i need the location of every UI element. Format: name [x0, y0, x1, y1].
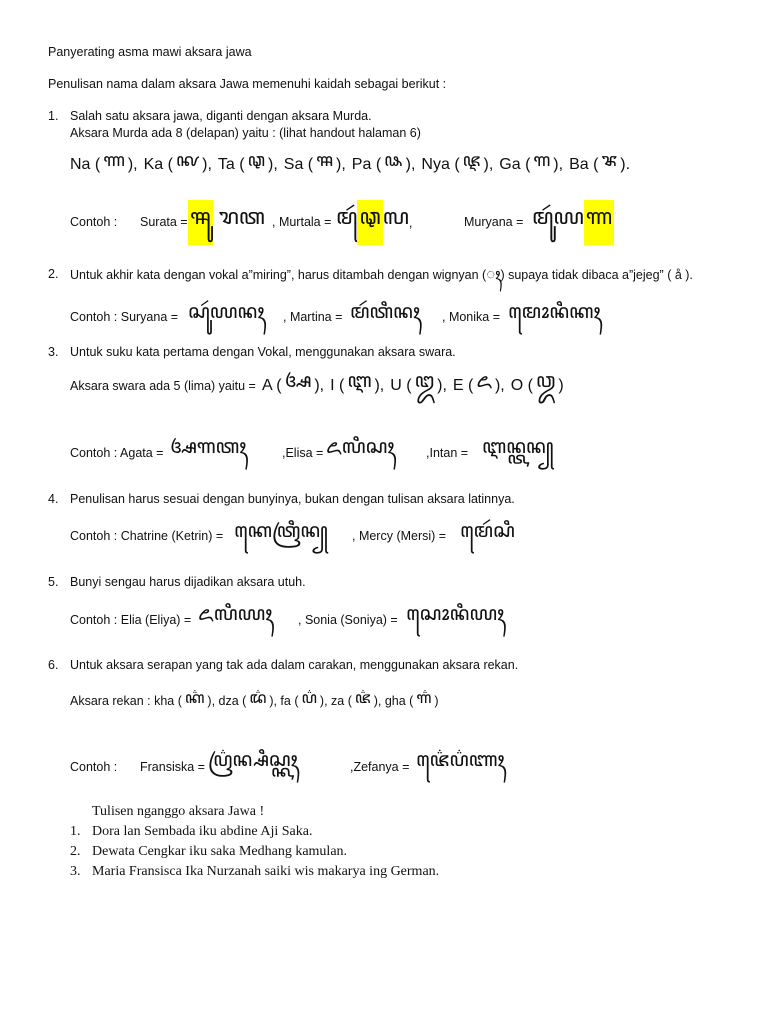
example-mersi-label: , Mercy (Mersi) = [352, 529, 447, 543]
task-item-number: 2. [70, 844, 81, 859]
section-1-subtext: Aksara Murda ada 8 (delapan) yaitu : (lihat handout halaman 6) [70, 126, 421, 140]
rekan-item-close: ), fa ( [269, 694, 299, 708]
task-title: Tulisen nganggo aksara Jawa ! [92, 804, 265, 819]
rekan-label: Aksara rekan : kha ( [70, 694, 182, 708]
section-3-text: Untuk suku kata pertama dengan Vokal, menggunakan aksara swara. [70, 345, 456, 359]
swara-item-close: ), [374, 377, 385, 394]
example-soniya-label: , Sonia (Soniya) = [298, 613, 398, 627]
murda-item-glyph: ꦘ [462, 150, 481, 171]
task-item-number: 1. [70, 824, 81, 839]
rekan-item-glyph: ꦏ꦳ [184, 687, 205, 707]
section-4-example-label: Contoh : Chatrine (Ketrin) = [70, 529, 224, 543]
swara-item-close: ), [437, 377, 447, 394]
wignyan-glyph: ꦃ [486, 265, 501, 283]
comma: , [408, 214, 413, 230]
murda-item-close: ), [127, 156, 138, 173]
example-murtala-script [336, 204, 413, 240]
swara-label: Aksara swara ada 5 (lima) yaitu = [70, 379, 256, 393]
task-item-text: Maria Fransisca Ika Nurzanah saiki wis makarya ing German. [92, 864, 440, 879]
page-title: Panyerating asma mawi aksara jawa [48, 45, 252, 59]
example-monika-label: , Monika = [442, 310, 501, 324]
javanese-text: ꦫꦠ [218, 204, 265, 230]
murda-item-close: ), [405, 156, 416, 173]
example-zefanya-script: ꦗ꦳ꦺꦥ꦳ꦚꦃ [416, 747, 505, 771]
example-eliya-script: ꦌꦭꦶꦪꦃ [198, 601, 273, 625]
rekan-item-close: ), gha ( [373, 694, 414, 708]
murda-item-glyph: ꦯ [316, 150, 334, 171]
swara-item-close: ) [558, 377, 564, 394]
rekan-item-glyph: ꦗ꦳ [354, 687, 371, 707]
swara-item-glyph: ꦌ [476, 368, 492, 392]
murda-item-close: ), [483, 156, 494, 173]
swara-item-close: ), [494, 377, 505, 394]
murda-item-label: Na ( [70, 156, 101, 173]
murda-list [70, 152, 630, 178]
swara-item-close: ), [314, 377, 325, 394]
example-elisa-script: ꦌꦭꦶꦱꦃ [326, 434, 395, 458]
rekan-item-glyph: ꦒ꦳ [416, 687, 432, 707]
javanese-text: ꦩꦸꦂꦪ [532, 204, 584, 230]
intro-text: Penulisan nama dalam aksara Jawa memenuhi kaidah sebagai berikut : [48, 77, 447, 91]
example-suryana-script: ꦱꦸꦂꦪꦤꦃ [188, 299, 265, 323]
swara-item-glyph: ꦆ [347, 368, 372, 392]
swara-item-glyph: ꦄ [284, 368, 312, 392]
murda-item-close: ), [202, 156, 212, 173]
example-martina-label: , Martina = [283, 310, 343, 324]
murda-item-close: ), [268, 156, 278, 173]
murda-item-glyph: ꦟ [103, 150, 125, 171]
section-5-text: Bunyi sengau harus dijadikan aksara utuh. [70, 575, 306, 589]
section-6-text: Untuk aksara serapan yang tak ada dalam carakan, menggunakan aksara rekan. [70, 658, 519, 672]
example-murtala-label: , Murtala = [272, 215, 332, 229]
murda-item-label: Pa ( [351, 156, 382, 173]
murda-item-label: Ba ( [569, 156, 599, 173]
murda-item-glyph: ꦑ [175, 150, 200, 171]
section-3-example-label: Contoh : Agata = [70, 446, 164, 460]
example-martina-script: ꦩꦂꦠꦶꦤꦃ [350, 299, 420, 323]
rekan-item-close: ), dza ( [207, 694, 247, 708]
section-1-number: 1. [48, 109, 59, 123]
example-fransiska-label: Fransiska = [140, 760, 205, 774]
swara-item-label: O ( [510, 377, 533, 394]
example-elisa-label: ,Elisa = [282, 446, 324, 460]
section-5-example-label: Contoh : Elia (Eliya) = [70, 613, 192, 627]
javanese-text: ꦭ [382, 204, 409, 230]
rekan-item-close: ), za ( [319, 694, 352, 708]
murda-item-glyph: ꦦ [384, 150, 403, 171]
swara-item-label: I ( [330, 377, 345, 394]
swara-item-label: U ( [390, 377, 412, 394]
swara-list [262, 368, 564, 400]
task-item-text: Dora lan Sembada iku abdine Aji Saka. [92, 824, 313, 839]
highlight-murda-na: ꦟ [584, 200, 614, 245]
section-2-number: 2. [48, 267, 59, 281]
example-mersi-script: ꦩꦺꦂꦱꦶ [460, 518, 515, 542]
section-2-example-label: Contoh : Suryana = [70, 310, 179, 324]
murda-item-glyph: ꦨ [601, 150, 618, 171]
murda-item-glyph: ꦡ [247, 150, 265, 171]
murda-item-label: Ga ( [499, 156, 531, 173]
section-5-number: 5. [48, 575, 59, 589]
rekan-item-glyph: ꦥ꦳ [301, 687, 317, 707]
example-intan-script: ꦆꦤ꧀ꦠꦤ꧀ [482, 434, 554, 458]
example-surata-label: Surata = [140, 215, 188, 229]
section-4-text: Penulisan harus sesuai dengan bunyinya, bukan dengan tulisan aksara latinnya. [70, 492, 515, 506]
example-fransiska-script: ꦥ꦳ꦿꦤ꧀ꦱꦶꦱ꧀ꦏꦃ [208, 747, 298, 771]
javanese-text: ꦩꦸꦂ [336, 204, 358, 230]
section-2-text-a: Untuk akhir kata dengan vokal a”miring”, harus ditambah dengan wignyan ( [70, 268, 487, 282]
murda-item-label: Ka ( [143, 156, 173, 173]
rekan-list [70, 686, 439, 716]
murda-item-close: ), [553, 156, 564, 173]
murda-item-close: ), [336, 156, 346, 173]
swara-item-glyph: ꦈ [414, 368, 435, 392]
example-agata-script: ꦄꦒꦠꦃ [170, 434, 247, 458]
section-6-example-label: Contoh : [70, 760, 118, 774]
section-1-text: Salah satu aksara jawa, diganti dengan aksara Murda. [70, 109, 372, 123]
example-ketrin-script: ꦏꦺꦠꦿꦶꦤ꧀ [234, 518, 328, 542]
example-soniya-script: ꦱꦺꦴꦤꦶꦪꦃ [406, 601, 505, 625]
example-muryana-script [532, 204, 614, 240]
murda-item-close: ). [620, 156, 631, 173]
section-2-text-b: ) supaya tidak dibaca a”jejeg” ( å ). [500, 268, 693, 282]
contoh-label: Contoh : [70, 215, 118, 229]
swara-item-label: E ( [452, 377, 474, 394]
murda-item-label: Ta ( [217, 156, 245, 173]
example-zefanya-label: ,Zefanya = [350, 760, 410, 774]
example-surata-script [188, 204, 265, 240]
murda-item-glyph: ꦒ [533, 150, 551, 171]
swara-item-label: A ( [262, 377, 282, 394]
task-item-text: Dewata Cengkar iku saka Medhang kamulan. [92, 844, 348, 859]
highlight-murda-ta: ꦡ [357, 200, 382, 245]
swara-item-glyph: ꦎ [535, 368, 556, 392]
section-2-text [70, 266, 693, 283]
example-monika-script: ꦩꦺꦴꦤꦶꦏꦃ [508, 299, 601, 323]
section-3-number: 3. [48, 345, 59, 359]
section-6-number: 6. [48, 658, 59, 672]
highlight-murda-sa: ꦯꦸ [188, 200, 213, 245]
section-4-number: 4. [48, 492, 59, 506]
example-intan-label: ,Intan = [426, 446, 469, 460]
murda-item-label: Nya ( [421, 156, 460, 173]
rekan-item-close: ) [434, 694, 439, 708]
example-muryana-label: Muryana = [464, 215, 524, 229]
task-item-number: 3. [70, 864, 81, 879]
rekan-item-glyph: ꦢ꦳ [249, 687, 267, 707]
murda-item-label: Sa ( [283, 156, 314, 173]
